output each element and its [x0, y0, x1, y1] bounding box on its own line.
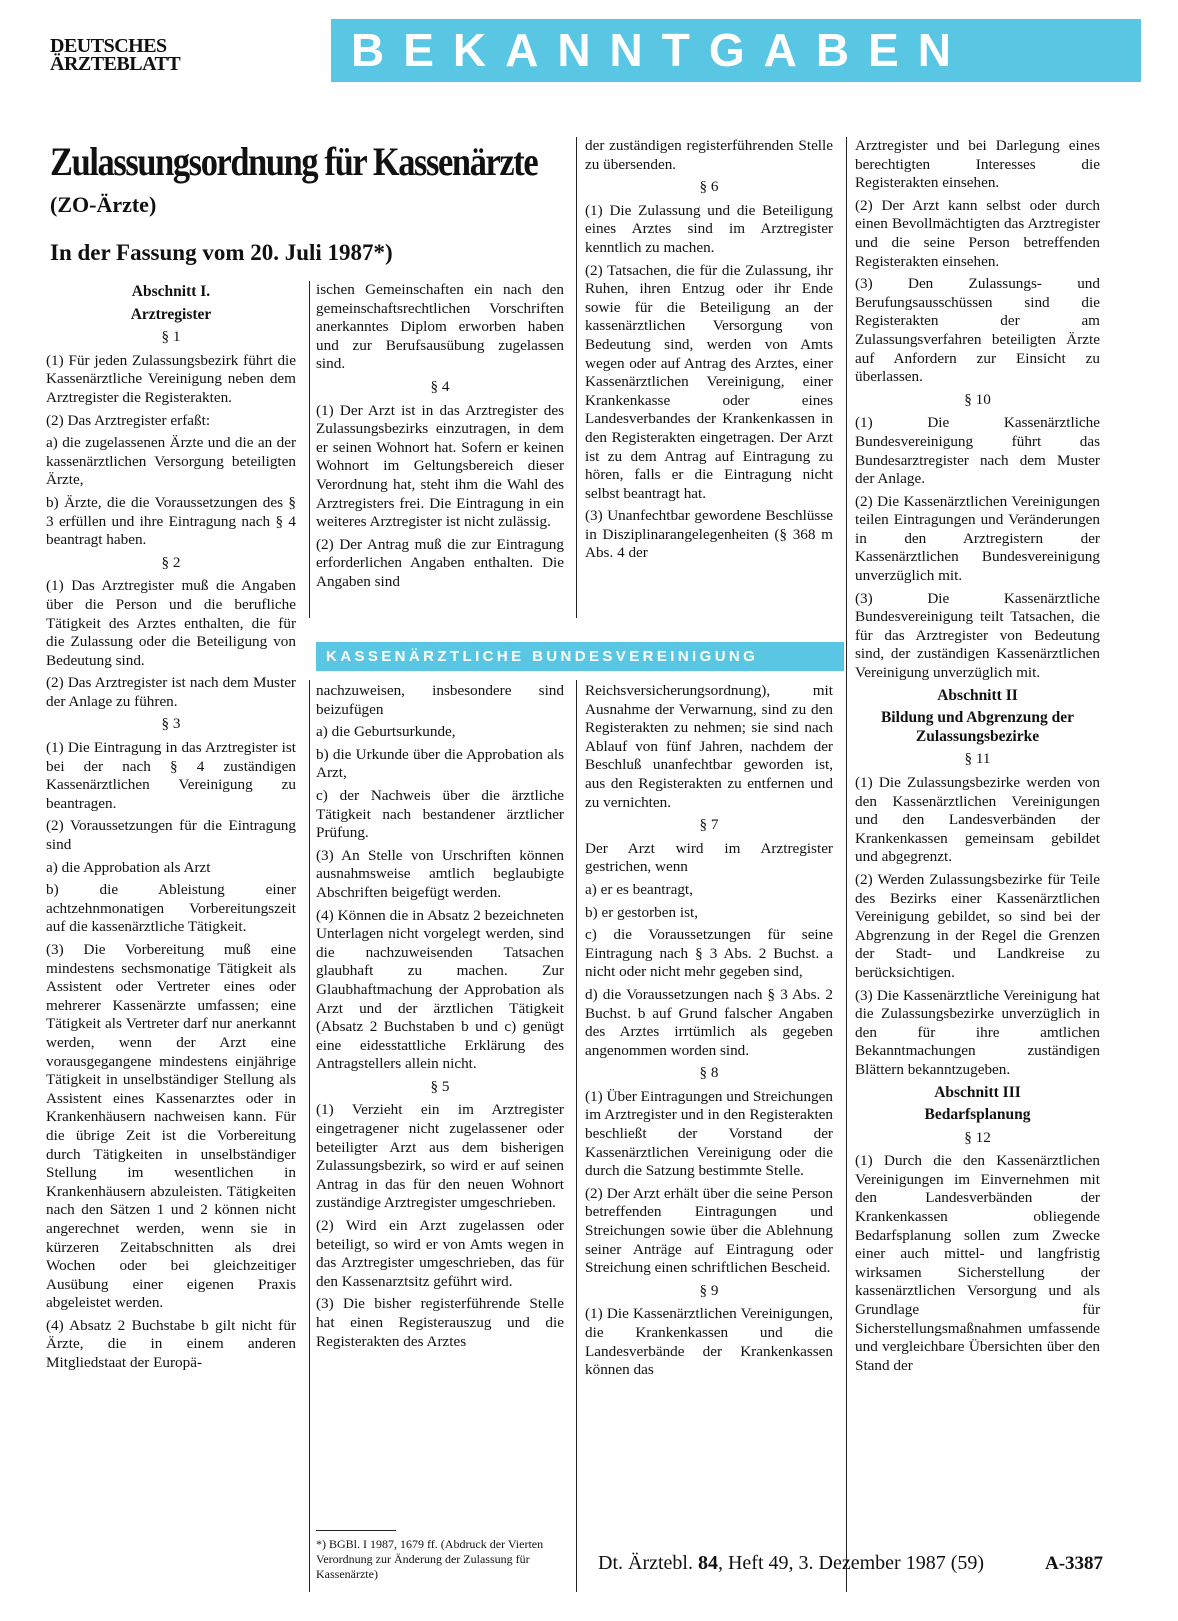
section-heading: Arztregister — [130, 305, 212, 323]
paragraph: (2) Tatsachen, die für die Zulassung, ihr Ruhen, ihren Entzug oder ihr Ende sowie für die Beteiligung an der kassenärztlichen Versorgung von Bedeutung sind, werden von Amts wegen oder auf Antrag des Arztes, einer Kassenärztlichen Vereinigung, einer Krankenkasse oder eines Landesverbandes der Krankenkassen in den Registerakten eingetragen. Der Arzt ist zu dem Antrag auf Eintragung zu hören, falls er die Eintragung nicht selbst beantragt hat. — [585, 261, 833, 502]
article-version-line: In der Fassung vom 20. Juli 1987*) — [50, 240, 393, 265]
page-number: A-3387 — [1045, 1553, 1104, 1574]
paragraph-number: § 9 — [699, 1281, 719, 1299]
text-column-2-bottom — [316, 682, 564, 1355]
column-divider — [309, 680, 310, 1592]
paragraph: (4) Können die in Absatz 2 bezeichneten Unterlagen nicht vorgelegt werden, sind die nachzuweisenden Tatsachen glaubhaft zu machen. Zur Glaubhaftmachung der Approbation als Arzt und der ärztlichen Tätigkeit (Absatz 2 Buchstaben b und c) genügt eine eidesstattliche Erklärung des Antragstellers allein nicht. — [316, 906, 564, 1073]
column-divider — [846, 137, 847, 1592]
paragraph-number: § 1 — [161, 328, 181, 346]
masthead-logo — [50, 37, 180, 73]
article-title: Zulassungsordnung für Kassenärzte — [50, 139, 538, 184]
footnote-rule — [316, 1530, 396, 1531]
text-column-1 — [46, 281, 296, 1377]
paragraph-number: § 6 — [699, 178, 719, 196]
paragraph: (2) Der Arzt kann selbst oder durch einen Bevollmächtigten das Arztregister und die seine Person betreffenden Registerakten einsehen. — [855, 196, 1100, 270]
column-divider — [576, 137, 577, 618]
paragraph: Der Arzt wird im Arztregister gestrichen, wenn — [585, 839, 833, 876]
paragraph-number: § 10 — [964, 390, 991, 408]
paragraph: (2) Werden Zulassungsbezirke für Teile des Bezirks einer Kassenärztlichen Vereinigung gebildet, so sind bei der Abgrenzung in der Regel die Grenzen der Stadt- und Landkreise zu berücksichtigen. — [855, 870, 1100, 981]
paragraph: a) die zugelassenen Ärzte und die an der kassenärztlichen Versorgung beteiligten Ärzte, — [46, 434, 296, 489]
paragraph: (2) Voraussetzungen für die Eintragung sind — [46, 817, 296, 854]
paragraph: (3) Den Zulassungs- und Berufungsausschüssen sind die Registerakten der am Zulassungsverfahren beteiligten Ärzte auf Anfordern zur Einsicht zu überlassen. — [855, 275, 1100, 386]
paragraph-number: § 4 — [430, 377, 450, 395]
paragraph-number: § 8 — [699, 1064, 719, 1082]
section-heading: Bildung und Abgrenzung der Zulassungsbezirke — [880, 709, 1075, 745]
paragraph: a) die Geburtsurkunde, — [316, 723, 456, 741]
paragraph: (1) Die Zulassungsbezirke werden von den Kassenärztlichen Vereinigungen und den Landesverbänden der Krankenkassen gemeinsam gebildet und abgegrenzt. — [855, 774, 1100, 866]
column-divider — [576, 680, 577, 1592]
paragraph: (2) Wird ein Arzt zugelassen oder beteiligt, so wird er von Amts wegen in das Arztregister umgeschrieben, das für den Kassenarztsitz geführt wird. — [316, 1217, 564, 1290]
masthead-line-2: ÄRZTEBLATT — [50, 53, 181, 75]
section-banner — [331, 19, 1141, 82]
paragraph: ischen Gemeinschaften ein nach den gemeinschaftsrechtlichen Vorschriften anerkanntes Diplom erworben haben und zur Berufsausübung zugelassen sind. — [316, 281, 564, 373]
paragraph: Arztregister und bei Darlegung eines berechtigten Interesses die Registerakten einsehen. — [855, 137, 1100, 192]
paragraph: (3) Die Kassenärztliche Bundesvereinigung teilt Tatsachen, die für das Arztregister von Bedeutung sind, der zuständigen Kassenärztlichen Vereinigung unverzüglich mit. — [855, 589, 1100, 682]
kbv-banner — [316, 642, 844, 671]
paragraph: b) die Ableistung einer achtzehnmonatigen Vorbereitungszeit auf die kassenärztliche Tätigkeit. — [46, 881, 296, 936]
footnote: *) BGBl. I 1987, 1679 ff. (Abdruck der Vierten Verordnung zur Änderung der Zulassung für Kassenärzte) — [316, 1537, 544, 1581]
footer-issue-date: , Heft 49, 3. Dezember 1987 (59) — [717, 1552, 985, 1574]
paragraph-number: § 3 — [161, 715, 181, 733]
paragraph: b) Ärzte, die die Voraussetzungen des § 3 erfüllen und ihre Eintragung nach § 4 beantragt haben. — [46, 493, 296, 549]
text-column-3-top — [585, 137, 833, 567]
banner-text: BEKANNTGABEN — [351, 24, 970, 76]
section-heading: Abschnitt I. — [131, 283, 211, 300]
paragraph: c) der Nachweis über die ärztliche Tätigkeit nach bestandener ärztlicher Prüfung. — [316, 786, 564, 842]
footer-volume: 84 — [697, 1552, 718, 1574]
paragraph: (1) Die Zulassung und die Beteiligung eines Arztes sind im Arztregister kenntlich zu machen. — [585, 201, 833, 256]
paragraph: c) die Voraussetzungen für seine Eintragung nach § 3 Abs. 2 Buchst. a nicht oder nicht mehr gegeben sind, — [585, 926, 833, 981]
paragraph: (1) Das Arztregister muß die Angaben über die Person und die berufliche Tätigkeit des Arztes enthalten, die für die Zulassung oder die Beteiligung von Bedeutung sind. — [46, 577, 296, 669]
paragraph: b) die Urkunde über die Approbation als Arzt, — [316, 745, 564, 782]
paragraph: a) die Approbation als Arzt — [46, 858, 211, 876]
paragraph: (1) Der Arzt ist in das Arztregister des Zulassungsbezirks einzutragen, in dem er seinen Wohnort hat. Sofern er keinen Wohnort im Geltungsbereich dieser Verordnung hat, steht ihm die Wahl des Arztregisters frei. Die Eintragung in ein weiteres Arztregister ist nicht zulässig. — [316, 401, 564, 531]
paragraph: (3) An Stelle von Urschriften können ausnahmsweise amtlich beglaubigte Abschriften beigefügt werden. — [316, 846, 564, 901]
kbv-banner-text: KASSENÄRZTLICHE BUNDESVEREINIGUNG — [326, 648, 759, 665]
paragraph: (3) Die Kassenärztliche Vereinigung hat die Zulassungsbezirke unverzüglich in den für ihre amtlichen Bekanntmachungen zuständigen Blättern bekanntzugeben. — [855, 986, 1100, 1078]
text-column-3-bottom — [585, 682, 833, 1384]
page-footer — [598, 1552, 984, 1575]
paragraph-number: § 2 — [161, 553, 181, 571]
masthead-line-1: DEUTSCHES — [50, 35, 167, 57]
paragraph: (1) Für jeden Zulassungsbezirk führt die Kassenärztliche Vereinigung neben dem Arztregister die Registerakten. — [46, 351, 296, 406]
paragraph: (2) Der Antrag muß die zur Eintragung erforderlichen Angaben enthalten. Die Angaben sind — [316, 535, 564, 590]
paragraph: b) er gestorben ist, — [585, 903, 699, 921]
paragraph: (1) Die Eintragung in das Arztregister ist bei der nach § 4 zuständigen Kassenärztlichen Vereinigung zu beantragen. — [46, 739, 296, 812]
paragraph: d) die Voraussetzungen nach § 3 Abs. 2 Buchst. b auf Grund falscher Angaben des Arztes irrtümlich als gegeben angenommen worden sind. — [585, 985, 833, 1059]
column-divider — [309, 281, 310, 618]
paragraph: (2) Das Arztregister erfaßt: — [46, 411, 211, 429]
paragraph-number: § 12 — [964, 1128, 991, 1146]
text-column-2-top — [316, 281, 564, 596]
paragraph: der zuständigen registerführenden Stelle zu übersenden. — [585, 137, 833, 173]
paragraph: (1) Die Kassenärztliche Bundesvereinigung führt das Bundesarztregister nach dem Muster der Anlage. — [855, 414, 1100, 488]
section-heading: Abschnitt II — [937, 686, 1018, 704]
footer-journal: Dt. Ärztebl. — [598, 1552, 693, 1574]
paragraph: (2) Die Kassenärztlichen Vereinigungen teilen Eintragungen und Veränderungen in den Arztregistern der Kassenärztlichen Bundesvereinigung unverzüglich mit. — [855, 492, 1100, 585]
paragraph: Reichsversicherungsordnung), mit Ausnahme der Verwarnung, sind zu den Registerakten zu nehmen; sie sind nach Ablauf von fünf Jahren, nachdem der Beschluß unanfechtbar geworden ist, aus den Registerakten zu entfernen und zu vernichten. — [585, 682, 833, 811]
paragraph-number: § 7 — [699, 816, 719, 834]
paragraph: (1) Über Eintragungen und Streichungen im Arztregister und in den Registerakten beschließt der Vorstand der Kassenärztlichen Vereinigung oder die durch die Satzung bestimmte Stelle. — [585, 1087, 833, 1180]
paragraph-number: § 11 — [964, 750, 991, 768]
paragraph: (3) Die bisher registerführende Stelle hat einen Registerauszug und die Registerakten des Arztes — [316, 1295, 564, 1350]
paragraph: nachzuweisen, insbesondere sind beizufügen — [316, 682, 564, 718]
paragraph: (2) Das Arztregister ist nach dem Muster der Anlage zu führen. — [46, 674, 296, 710]
section-heading: Abschnitt III — [934, 1083, 1021, 1101]
paragraph: (1) Die Kassenärztlichen Vereinigungen, die Krankenkassen und die Landesverbände der Krankenkassen können das — [585, 1305, 833, 1379]
text-column-4 — [855, 137, 1100, 1379]
paragraph: (4) Absatz 2 Buchstabe b gilt nicht für Ärzte, die in einem anderen Mitgliedstaat der Europä- — [46, 1316, 296, 1372]
paragraph: (3) Die Vorbereitung muß eine mindestens sechsmonatige Tätigkeit als Assistent oder Vertreter eines oder mehrerer Kassenärzte umfassen; eine Tätigkeit als Vertreter darf nur anerkannt werden, wenn der Arzt eine vorausgegangene mindestens einjährige Tätigkeit in unselbständiger Stellung als Assistent eines Kassenarztes oder in Krankenhäusern nachweisen kann. Für die übrige Zeit ist die Vorbereitung durch Tätigkeiten in unselbständiger Stellung im wesentlichen in Krankenhäusern abzuleisten. Tätigkeiten nach den Sätzen 1 und 2 können nicht angerechnet werden, wenn sie in kürzeren Zeitabschnitten als drei Wochen oder bei gleichzeitiger Ausübung einer eigenen Praxis abgeleistet werden. — [46, 941, 296, 1312]
paragraph: (2) Der Arzt erhält über die seine Person betreffenden Eintragungen und Streichungen sowie über die Ablehnung seiner Anträge auf Eintragung oder Streichung einen schriftlichen Bescheid. — [585, 1184, 833, 1277]
paragraph: (1) Durch die den Kassenärztlichen Vereinigungen im Einvernehmen mit den Landesverbänden der Krankenkassen obliegende Bedarfsplanung sollen zum Zwecke einer auch mittel- und langfristig wirksamen Sicherstellung der kassenärztlichen Versorgung und als Grundlage für Sicherstellungsmaßnahmen umfassende und vergleichbare Übersichten über den Stand der — [855, 1152, 1100, 1374]
paragraph: (1) Verzieht ein im Arztregister eingetragener nicht zugelassener oder beteiligter Arzt aus dem bisherigen Zulassungsbezirk, so wird er auf seinen Antrag in das für den neuen Wohnort zuständige Arztregister umgeschrieben. — [316, 1101, 564, 1212]
paragraph-number: § 5 — [430, 1077, 450, 1095]
section-heading: Bedarfsplanung — [924, 1106, 1031, 1124]
article-subtitle: (ZO-Ärzte) — [50, 192, 157, 217]
paragraph: a) er es beantragt, — [585, 880, 693, 898]
paragraph: (3) Unanfechtbar gewordene Beschlüsse in Disziplinarangelegenheiten (§ 368 m Abs. 4 der — [585, 507, 833, 562]
